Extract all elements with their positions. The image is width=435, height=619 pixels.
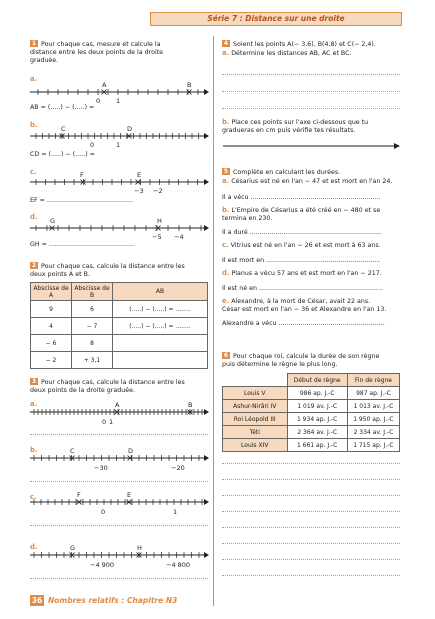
ex6-cell: 1 715 ap. J.-C (347, 439, 399, 452)
answer-line[interactable] (222, 527, 400, 528)
answer-line[interactable] (222, 91, 400, 92)
ex2-cell: 6 (72, 301, 113, 318)
ex4-empty-axis[interactable] (220, 140, 402, 152)
ex6-text-2: puis détermine le règne le plus long. (222, 361, 338, 368)
ex5-intro: Complète en calculant les durées. (233, 169, 341, 176)
axis-arrow (204, 552, 209, 558)
ex1-text-1: Pour chaque cas, mesure et calcule la (41, 41, 161, 48)
ex5-number: 5 (223, 168, 229, 175)
ex2-answer-cell[interactable] (113, 335, 208, 352)
ex4-statement (222, 40, 402, 58)
ex6-cell: 1 950 ap. J.-C (347, 413, 399, 426)
table-row (31, 318, 208, 335)
ex3-a-point1: A (115, 401, 120, 409)
ex1-b-point2: D (127, 125, 133, 133)
ex6-cell: 987 ap. J.-C (347, 387, 399, 400)
ex1-b-formula: CD = (.....) − (.....) = (30, 151, 95, 158)
ex6-cell: 986 ap. J.-C (287, 387, 347, 400)
axis-arrow (204, 225, 209, 231)
page-number: 36 (31, 596, 43, 605)
ex5-d-label: d. (222, 269, 230, 277)
ex2-text-1: Pour chaque cas, calcule la distance entre les (41, 263, 185, 270)
ex1-a-tick1: 1 (116, 97, 121, 105)
ex1-a-point2: B (187, 81, 192, 89)
ex2-table (30, 282, 208, 369)
ex1-d-point2: H (157, 217, 162, 225)
ex3-a-number-line (28, 400, 210, 426)
answer-line[interactable] (222, 511, 400, 512)
ex1-d-tick1: −4 (174, 233, 184, 240)
ex2-statement (30, 262, 210, 279)
ex3-text-1: Pour chaque cas, calcule la distance entre les (41, 379, 185, 386)
axis-arrow (204, 409, 209, 415)
ex2-answer-cell[interactable]: (.....) − (.....) = ........ (113, 301, 208, 318)
ex3-statement (30, 378, 210, 395)
ex1-c-point2: E (137, 171, 142, 179)
ex4-b-text-1: Place ces points sur l'axe ci-dessous que tu (231, 119, 369, 126)
ex1-text-3: graduée. (30, 57, 59, 64)
ex1-a-number-line (28, 80, 210, 106)
ex1-statement (30, 40, 208, 65)
ex2-cell: − 2 (31, 352, 72, 369)
ex2-cell: 8 (72, 335, 113, 352)
series-title: Distance sur une droite (245, 14, 345, 23)
ex3-text-2: deux points de la droite graduée. (30, 387, 135, 394)
ex3-c-number-line (28, 490, 210, 516)
ex4-b-statement (222, 118, 402, 135)
column-divider (213, 36, 214, 606)
ex3-b-tick1: −20 (171, 464, 185, 472)
table-row (223, 387, 400, 400)
ex1-c-number-line (28, 170, 210, 196)
ex6-cell: 1 661 ap. J.-C (287, 439, 347, 452)
ex1-c-label: c. (30, 168, 37, 176)
ex5-e-answer[interactable]: Alexandre a vécu ..................................................... (222, 320, 385, 327)
ex2-cell: + 3,1 (72, 352, 113, 369)
ex2-cell: − 7 (72, 318, 113, 335)
ex1-c-tick1: −2 (153, 187, 163, 195)
ex1-c-tick0: −3 (134, 187, 144, 195)
ex4-b-label: b. (222, 118, 230, 126)
answer-line[interactable] (222, 479, 400, 480)
ex1-d-point1: G (50, 217, 56, 225)
ex3-d-tick0: −4 900 (90, 561, 115, 567)
ex5-b-text-2: termina en 230. (222, 215, 273, 222)
answer-line[interactable] (222, 74, 400, 75)
ex2-header-ab: AB (113, 283, 208, 301)
ex5-b-answer[interactable]: Il a duré .................................................................. (222, 229, 382, 236)
ex1-number: 1 (31, 40, 37, 47)
ex5-a-text: Césarius est né en l'an − 47 et est mort en l'an 24. (231, 178, 393, 185)
ex3-d-point2: H (137, 544, 142, 552)
ex6-table (222, 373, 400, 452)
ex1-a-tick0: 0 (96, 97, 101, 105)
ex1-b-tick1: 1 (116, 141, 121, 149)
ex1-b-tick0: 0 (90, 141, 95, 149)
ex3-b-label: b. (30, 446, 38, 454)
ex3-a-label: a. (30, 400, 38, 408)
axis-arrow (204, 89, 209, 95)
axis-arrow (204, 179, 209, 185)
ex5-e-text-2: César est mort en l'an − 36 et Alexandre en l'an 13. (222, 306, 387, 313)
ex2-number: 2 (31, 262, 37, 269)
ex3-d-point1: G (70, 544, 76, 552)
ex3-b-point1: C (70, 447, 75, 455)
ex3-b-number-line (28, 446, 210, 472)
ex4-number: 4 (223, 40, 229, 47)
ex6-cell: 1 019 av. J.-C (287, 400, 347, 413)
ex1-text-2: distance entre les deux points de la droite (30, 49, 164, 56)
ex6-header-start: Début de règne (287, 374, 347, 387)
ex5-e-text-1: Alexandre, à la mort de César, avait 22 ans. (231, 298, 371, 305)
answer-line[interactable] (222, 559, 400, 560)
ex6-text-1: Pour chaque roi, calcule la durée de son règne (233, 353, 380, 360)
ex1-a-label: a. (30, 75, 38, 83)
ex3-b-tick0: −30 (94, 464, 108, 472)
answer-line[interactable] (222, 575, 400, 576)
footer-title: Nombres relatifs : Chapitre N3 (48, 596, 178, 605)
ex2-cell: 4 (31, 318, 72, 335)
ex5-c-answer[interactable]: Il est mort en ......................................................... (222, 257, 381, 264)
ex6-number: 6 (223, 352, 229, 359)
ex1-d-tick0: −5 (152, 233, 162, 240)
axis-arrow (204, 133, 209, 139)
ex5-block (222, 168, 404, 328)
ex1-d-formula: GH = ........................................... (30, 241, 135, 248)
ex3-d-number-line (28, 541, 210, 567)
ex4-b-text-2: gradueras en cm puis vérifie tes résultats. (222, 127, 356, 134)
series-label: Série 7 : (207, 14, 243, 23)
ex5-c-label: c. (222, 241, 229, 249)
ex1-c-point1: F (80, 171, 84, 179)
ex1-b-point1: C (61, 125, 66, 133)
ex5-b-text-1: L'Empire de Césarius a été créé en − 480 et se (231, 207, 381, 214)
ex3-c-tick1: 1 (173, 508, 178, 516)
answer-line[interactable] (222, 543, 400, 544)
ex3-number: 3 (31, 378, 37, 385)
ex2-cell: 9 (31, 301, 72, 318)
answer-line[interactable] (30, 481, 208, 482)
ex5-d-text: Planus a vécu 57 ans et est mort en l'an − 217. (231, 270, 382, 277)
ex1-d-label: d. (30, 213, 38, 221)
table-row (223, 413, 400, 426)
ex6-corner (223, 374, 288, 387)
axis-arrow (204, 455, 209, 461)
ex1-a-formula: AB = (.....) − (.....) = (30, 104, 95, 111)
answer-line[interactable] (222, 463, 400, 464)
ex3-c-point1: F (77, 491, 81, 499)
ex3-a-point2: B (188, 401, 193, 409)
ex6-king: Téti (223, 426, 288, 439)
ex2-header-b: Abscisse de B (72, 283, 113, 301)
ex3-b-point2: D (128, 447, 134, 455)
ex1-d-number-line (28, 214, 210, 240)
ex1-b-number-line (28, 124, 210, 150)
ex4-text-1: Soient les points A(− 3,6), B(4,8) et C(− 2,4). (233, 41, 376, 48)
ex3-c-tick0: 0 (101, 508, 106, 516)
ex6-king: Louis V (223, 387, 288, 400)
table-row (223, 400, 400, 413)
table-row (31, 352, 208, 369)
ex6-cell: 1 013 av. J.-C (347, 400, 399, 413)
ex2-header-a: Abscisse de A (31, 283, 72, 301)
ex1-a-point1: A (102, 81, 107, 89)
table-row (223, 426, 400, 439)
ex5-e-label: e. (222, 297, 230, 305)
ex3-a-tick0: 0 (102, 418, 107, 426)
series-header (150, 12, 402, 26)
ex5-b-label: b. (222, 206, 230, 214)
axis-arrow (204, 499, 209, 505)
answer-line[interactable] (222, 495, 400, 496)
ex1-c-formula: EF = ........................................... (30, 197, 133, 204)
ex3-a-tick1: 1 (109, 418, 114, 426)
ex4-a-text: Détermine les distances AB, AC et BC. (231, 50, 352, 57)
ex6-statement (222, 352, 404, 369)
ex3-d-label: d. (30, 543, 38, 551)
ex6-header-end: Fin de règne (347, 374, 399, 387)
ex4-a-label: a. (222, 49, 230, 57)
ex6-king: Roi Léopold III (223, 413, 288, 426)
ex6-king: Louis XIV (223, 439, 288, 452)
ex5-a-label: a. (222, 177, 230, 185)
ex3-c-point2: E (127, 491, 132, 499)
ex2-answer-cell[interactable] (113, 352, 208, 369)
ex6-cell: 1 934 ap. J.-C (287, 413, 347, 426)
ex3-c-label: c. (30, 493, 37, 501)
answer-line[interactable] (222, 108, 400, 109)
ex6-king: Ashur-Nirâri IV (223, 400, 288, 413)
ex5-d-answer[interactable]: Il est né en .............................................................. (222, 285, 384, 292)
table-row (31, 335, 208, 352)
table-row (223, 439, 400, 452)
ex5-a-answer[interactable]: Il a vécu ................................................................. (222, 194, 381, 201)
ex2-text-2: deux points A et B. (30, 271, 90, 278)
ex6-cell: 2 334 av. J.-C (347, 426, 399, 439)
ex6-cell: 2 364 av. J.-C (287, 426, 347, 439)
answer-line[interactable] (30, 525, 208, 526)
answer-line[interactable] (30, 434, 208, 435)
table-row (31, 301, 208, 318)
ex3-d-tick1: −4 800 (166, 561, 191, 567)
ex5-c-text: Vitrius est né en l'an − 26 et est mort à 63 ans. (230, 242, 381, 249)
ex2-cell: − 6 (31, 335, 72, 352)
answer-line[interactable] (30, 578, 208, 579)
ex1-b-label: b. (30, 121, 38, 129)
ex2-answer-cell[interactable]: (.....) − (.....) = ........ (113, 318, 208, 335)
